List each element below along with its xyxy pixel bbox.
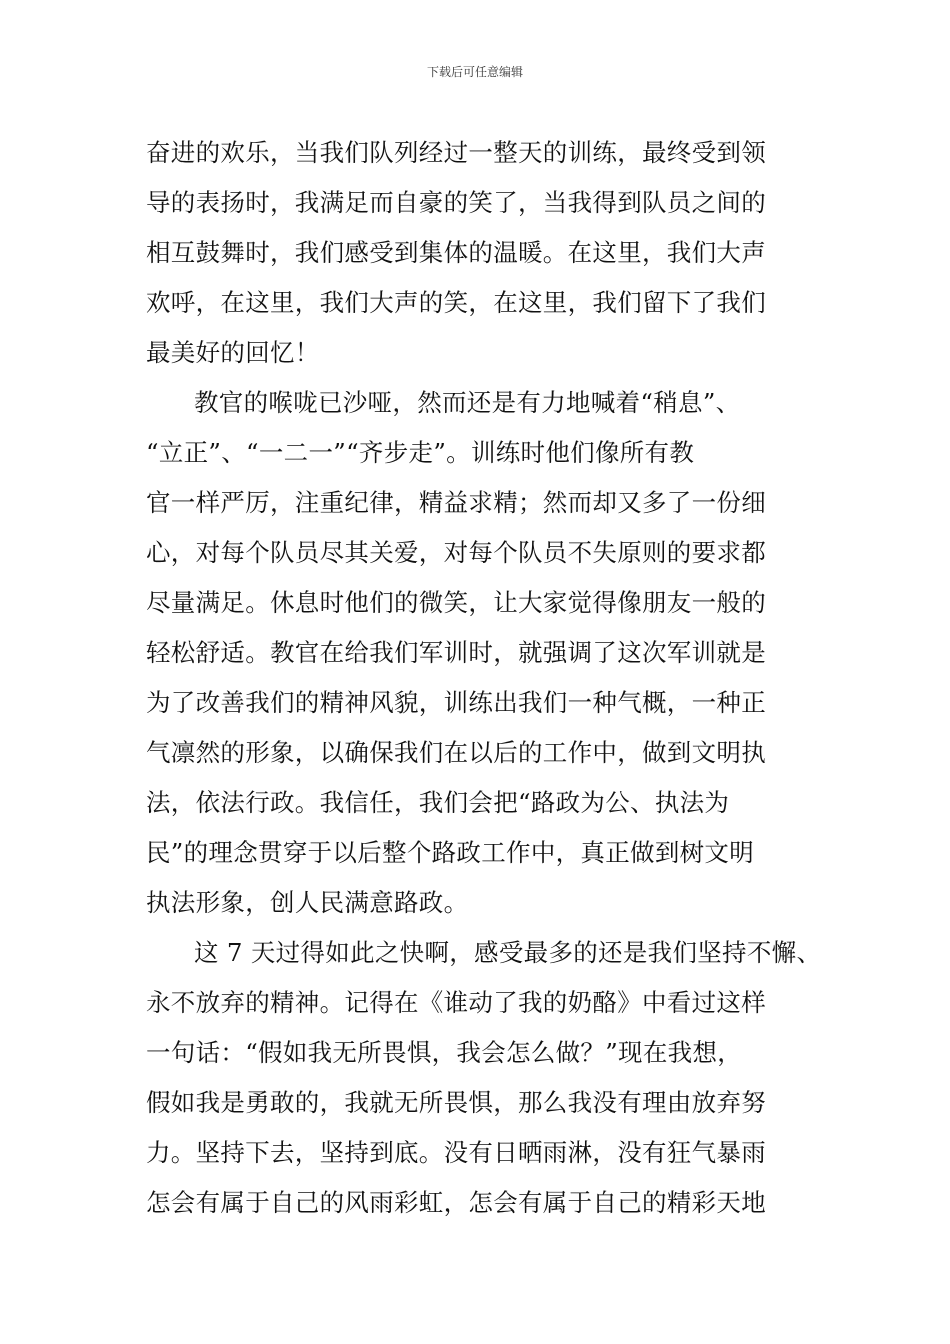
text-line: 相互鼓舞时，我们感受到集体的温暖。在这里，我们大声 [146,238,766,267]
text-line: 心，对每个队员尽其关爱，对每个队员不失原则的要求都 [146,538,766,567]
page-header-note: 下载后可任意编辑 [426,65,523,79]
text-line: 一句话：“假如我无所畏惧，我会怎么做？”现在我想， [146,1038,743,1067]
text-line: 法，依法行政。我信任，我们会把“路政为公、执法为 [146,788,730,817]
text-line: 官一样严厉，注重纪律，精益求精；然而却又多了一份细 [146,488,766,517]
text-line: 轻松舒适。教官在给我们军训时，就强调了这次军训就是 [146,638,766,667]
paragraph-start-line: 教官的喉咙已沙哑，然而还是有力地喊着“稍息”、 [194,388,741,417]
text-line: 永不放弃的精神。记得在《谁动了我的奶酪》中看过这样 [146,988,766,1017]
document-body [146,128,826,1228]
text-line: 奋进的欢乐，当我们队列经过一整天的训练，最终受到领 [146,138,766,167]
text-line: 欢呼，在这里，我们大声的笑，在这里，我们留下了我们 [146,288,766,317]
paragraph-start-line: 这 7 天过得如此之快啊，感受最多的还是我们坚持不懈、 [194,938,822,967]
text-line: 力。坚持下去，坚持到底。没有日晒雨淋，没有狂气暴雨 [146,1138,766,1167]
text-line: 导的表扬时，我满足而自豪的笑了，当我得到队员之间的 [146,188,766,217]
text-line: “立正”、“一二一”“齐步走”。训练时他们像所有教 [146,438,695,467]
text-line: 假如我是勇敢的，我就无所畏惧，那么我没有理由放弃努 [146,1088,766,1117]
text-line: 气凛然的形象，以确保我们在以后的工作中，做到文明执 [146,738,766,767]
text-line: 民”的理念贯穿于以后整个路政工作中，真正做到树文明 [146,838,755,867]
text-line: 尽量满足。休息时他们的微笑，让大家觉得像朋友一般的 [146,588,766,617]
text-line: 为了改善我们的精神风貌，训练出我们一种气概，一种正 [146,688,766,717]
text-line: 怎会有属于自己的风雨彩虹，怎会有属于自己的精彩天地 [146,1188,766,1217]
text-line: 执法形象，创人民满意路政。 [146,888,469,917]
text-line: 最美好的回忆！ [146,338,320,367]
